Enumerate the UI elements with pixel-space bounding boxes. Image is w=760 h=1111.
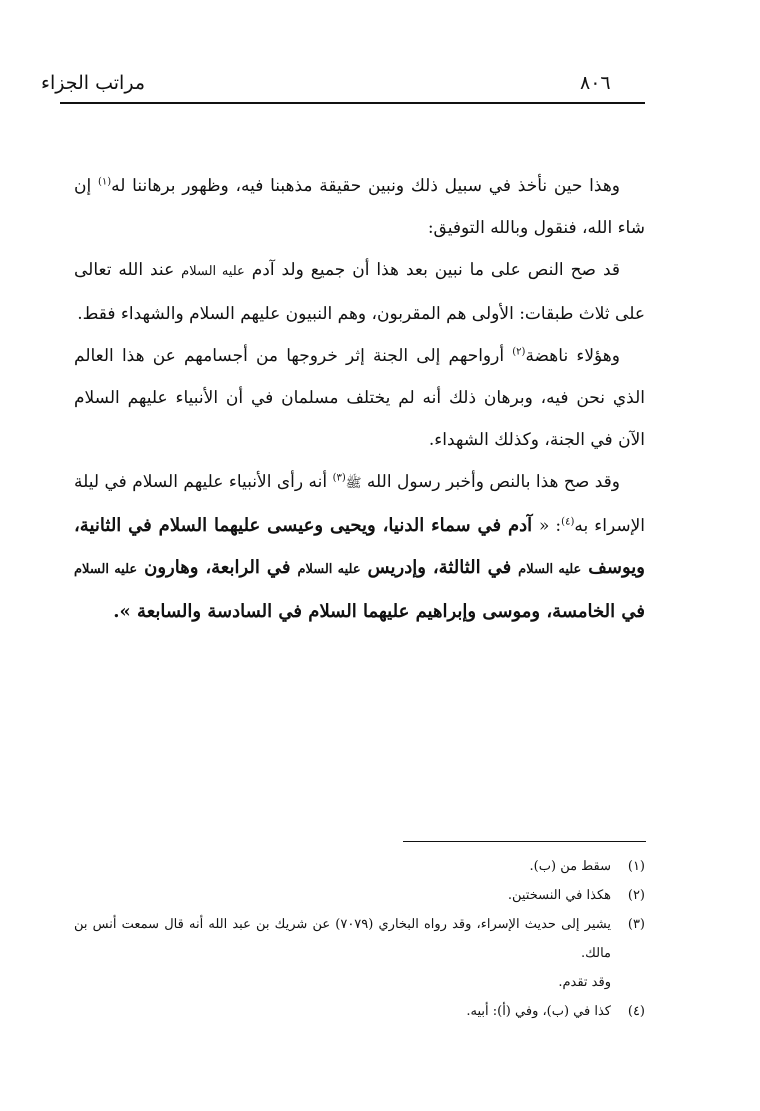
paragraph-4-text-a: وقد صح هذا بالنص وأخبر رسول الله	[361, 472, 621, 492]
hadith-text-b: في الثالثة، وإدريس	[360, 557, 519, 578]
paragraph-2-text-a: قد صح النص على ما نبين بعد هذا أن جميع ولد آدم	[244, 260, 620, 280]
hadith-text-c: في الرابعة، وهارون	[137, 557, 298, 578]
header-rule	[60, 102, 645, 104]
footnotes	[74, 852, 645, 1026]
hadith-text-d: في الخامسة، وموسى وإبراهيم عليهما السلام في السادسة والسابعة	[130, 601, 645, 622]
salutation-glyph: عليه السلام	[74, 562, 138, 577]
paragraph-1	[74, 165, 645, 249]
footnote-text: هكذا في النسختين.	[507, 888, 611, 903]
paragraph-2-text-b: عند الله تعالى على ثلاث طبقات: الأولى هم المقربون، وهم النبيون عليهم السلام والشهداء فقط.	[74, 260, 645, 324]
footnote-4	[74, 997, 645, 1026]
footnote-ref-2: (٢)	[512, 346, 526, 358]
salutation-glyph: عليه السلام	[181, 264, 245, 279]
paragraph-2	[74, 249, 645, 335]
salutation-glyph: عليه السلام	[297, 562, 361, 577]
paragraph-3-text-b: أرواحهم إلى الجنة إثر خروجها من أجسامهم عن هذا العالم الذي نحن فيه، وبرهان ذلك أنه لم يختلف مسلمان في أن الأنبياء عليهم السلام الآن في الجنة، وكذلك الشهداء.	[74, 346, 645, 450]
footnote-text: كذا في (ب)، وفي (أ): أبيه.	[466, 1004, 611, 1019]
footnote-number: (٤)	[627, 1004, 645, 1019]
paragraph-3	[74, 335, 645, 461]
paragraph-1-text-b: إن شاء الله، فنقول وبالله التوفيق:	[74, 176, 645, 238]
hadith-close: ».	[113, 601, 131, 622]
footnote-ref-3: (٣)	[332, 472, 346, 484]
footnote-separator	[403, 841, 646, 842]
header-title: مراتب الجزاء	[41, 72, 145, 94]
footnote-text: سقط من (ب).	[529, 859, 611, 874]
footnote-number: (١)	[627, 859, 645, 874]
footnote-number: (٢)	[627, 888, 645, 903]
footnote-ref-4: (٤)	[561, 516, 575, 528]
salutation-glyph: ﷺ	[345, 476, 362, 491]
footnote-number: (٣)	[627, 917, 645, 932]
main-text	[74, 165, 645, 633]
paragraph-3-text-a: وهؤلاء ناهضة	[525, 346, 620, 366]
salutation-glyph: عليه السلام	[518, 562, 582, 577]
footnote-ref-1: (١)	[97, 176, 112, 188]
paragraph-1-text-a: وهذا حين نأخذ في سبيل ذلك ونبين حقيقة مذهبنا فيه، وظهور برهاننا له	[111, 176, 620, 196]
page-number: ٨٠٦	[580, 72, 611, 94]
paragraph-4-text-b: أنه رأى الأنبياء عليهم السلام في ليلة الإسراء به	[74, 472, 645, 536]
footnote-1	[74, 852, 645, 881]
paragraph-4-text-c: : «	[539, 516, 562, 536]
footnote-3-continuation: وقد تقدم.	[558, 975, 611, 990]
paragraph-4	[74, 461, 645, 633]
footnote-3	[74, 910, 645, 968]
hadith-text-a: آدم في سماء الدنيا، ويحيى وعيسى عليهما السلام في الثانية، ويوسف	[74, 515, 645, 578]
footnote-text: يشير إلى حديث الإسراء، وقد رواه البخاري (٧٠٧٩) عن شريك بن عبد الله أنه قال سمعت أنس بن مالك.	[74, 917, 611, 961]
footnote-2	[74, 881, 645, 910]
